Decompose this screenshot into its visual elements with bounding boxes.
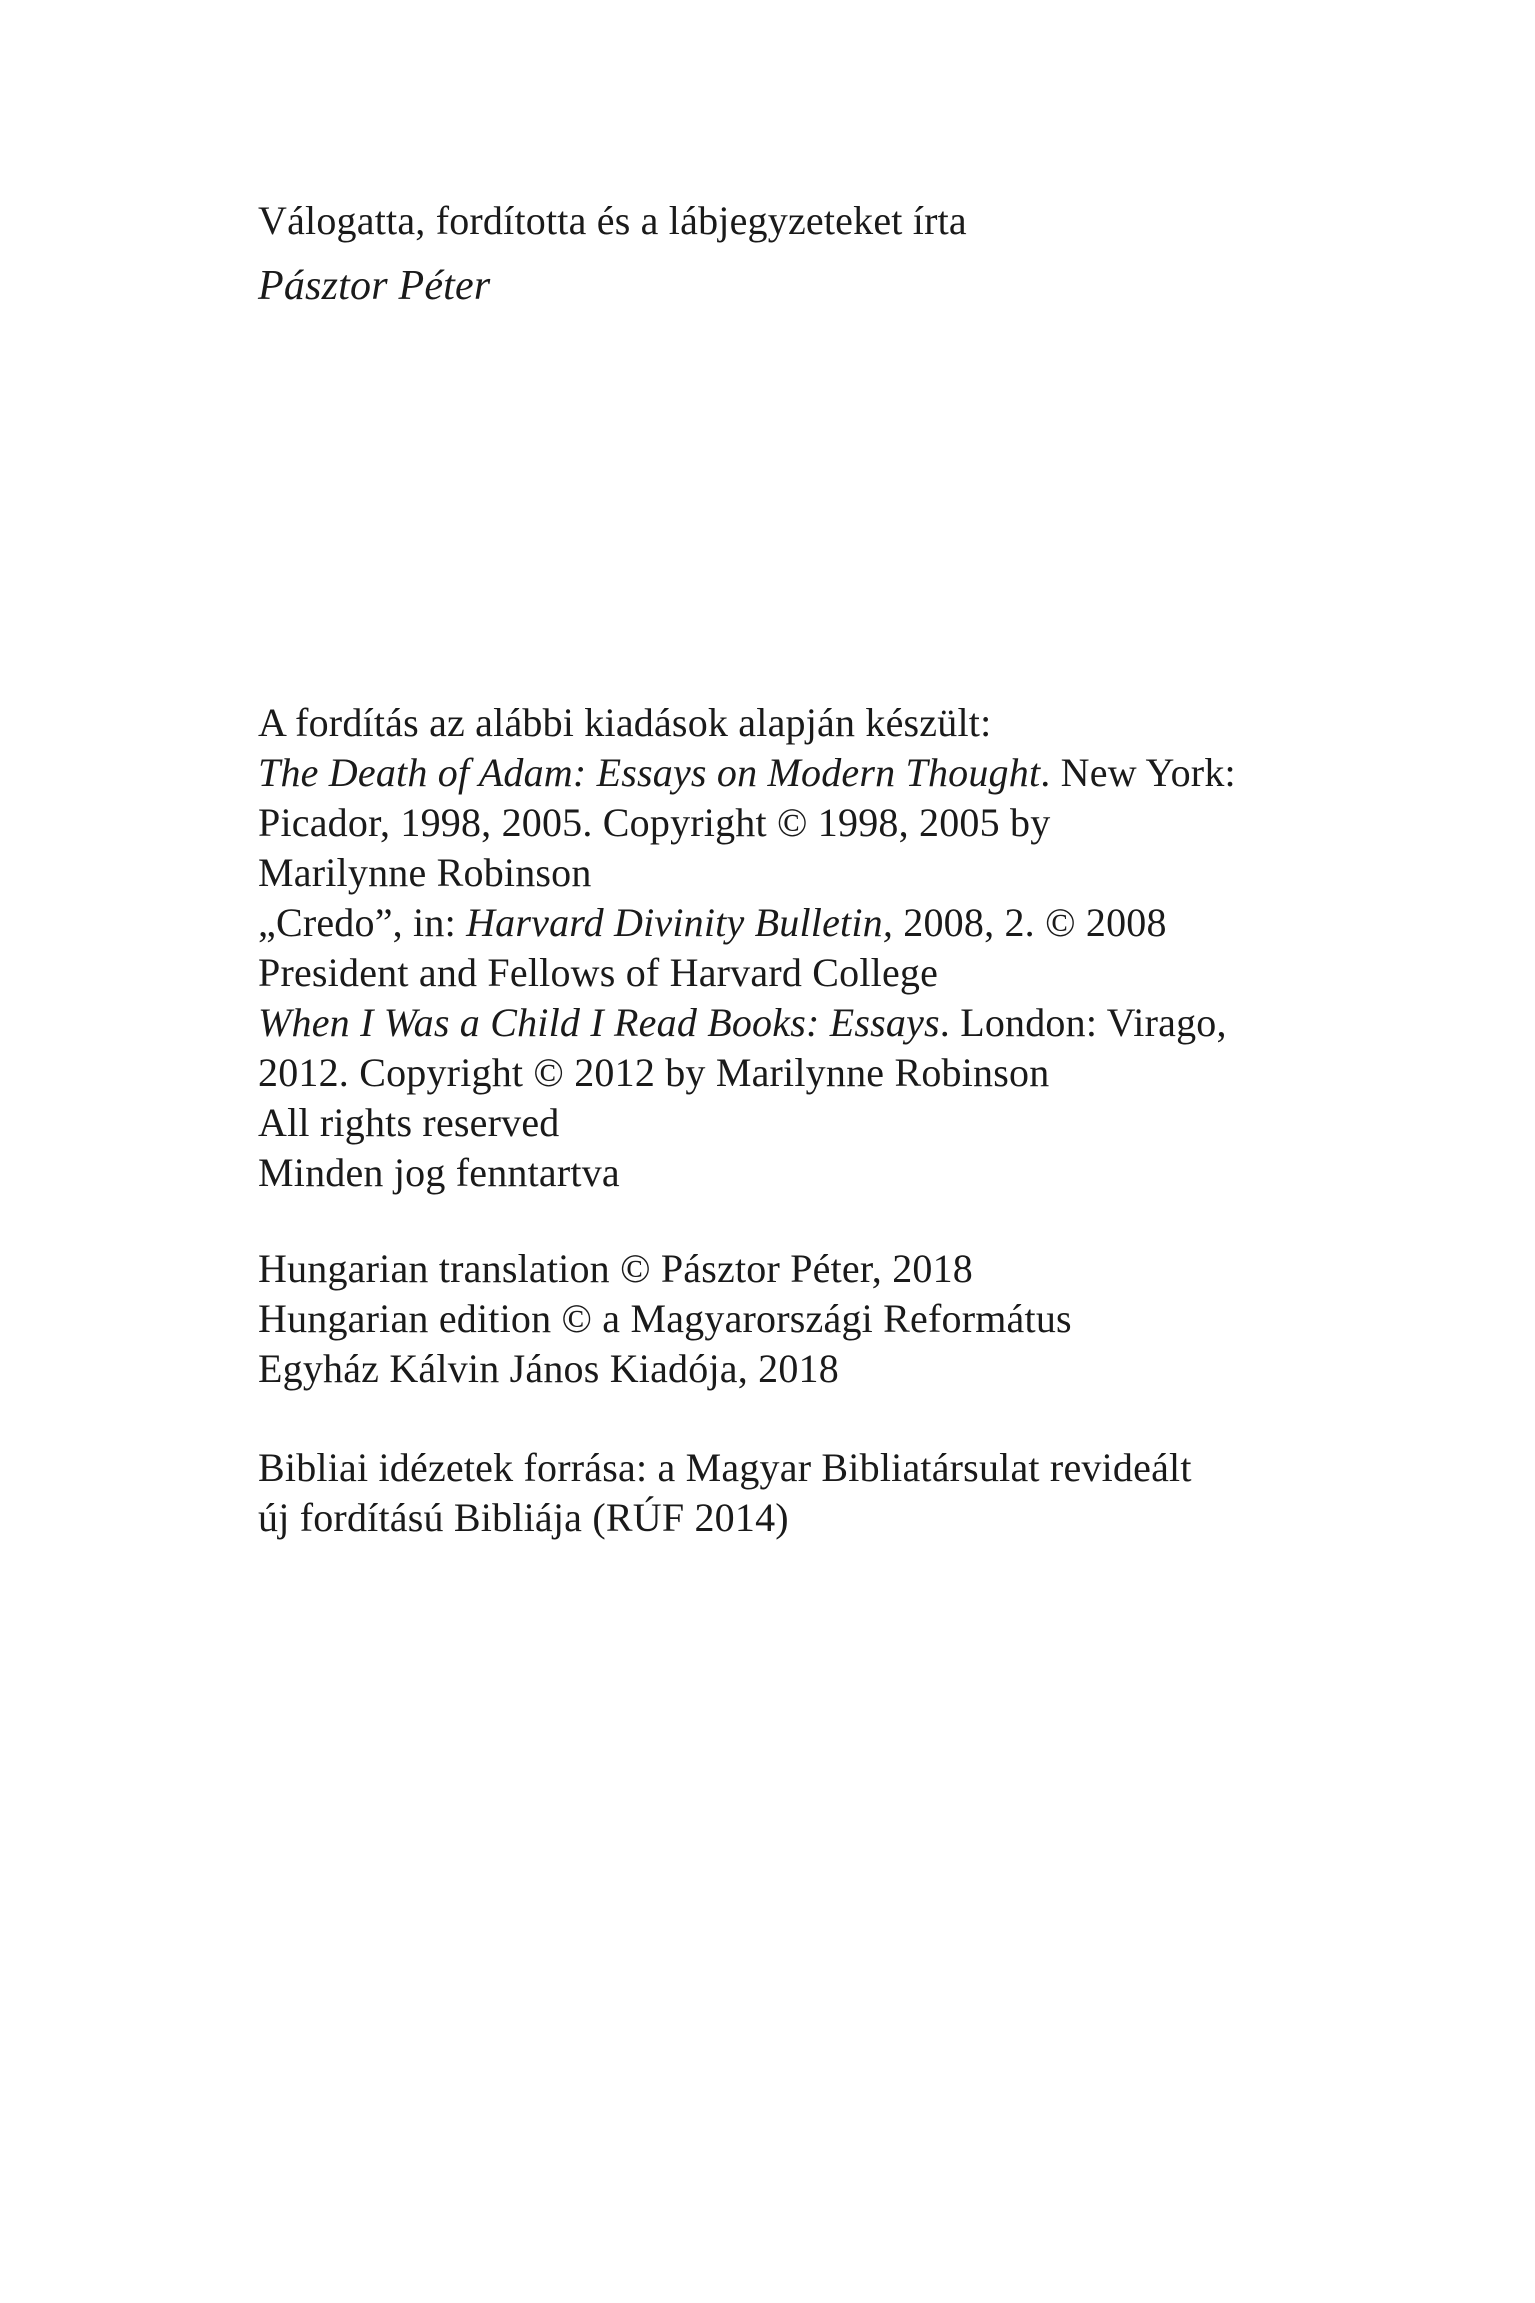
source-credo-line2: President and Fellows of Harvard College: [258, 950, 939, 995]
credo-prefix: „Credo”, in:: [258, 900, 467, 945]
bible-note-line2: új fordítású Bibliája (RÚF 2014): [258, 1495, 789, 1540]
translator-name: Pásztor Péter: [258, 263, 491, 309]
journal-title: Harvard Divinity Bulletin,: [466, 900, 894, 945]
publisher-text: . New York:: [1040, 750, 1236, 795]
translation-rights: [258, 1244, 1338, 1394]
source-death-of-adam: [258, 748, 1338, 798]
sources-intro: A fordítás az alábbi kiadások alapján készült:: [258, 700, 992, 745]
translation-rights-line3: Egyház Kálvin János Kiadója, 2018: [258, 1346, 839, 1391]
translator-credit: [258, 196, 1338, 312]
publisher-text: . London: Virago,: [939, 1000, 1227, 1045]
source-child-books: [258, 998, 1338, 1048]
source-death-of-adam-line2: Picador, 1998, 2005. Copyright © 1998, 2005 by: [258, 800, 1051, 845]
credo-suffix: 2008, 2. © 2008: [893, 900, 1167, 945]
source-editions: [258, 698, 1338, 1198]
rights-hungarian: Minden jog fenntartva: [258, 1150, 620, 1195]
source-child-books-line2: 2012. Copyright © 2012 by Marilynne Robinson: [258, 1050, 1050, 1095]
translation-rights-line2: Hungarian edition © a Magyarországi Református: [258, 1296, 1072, 1341]
translation-rights-line1: Hungarian translation © Pásztor Péter, 2018: [258, 1246, 974, 1291]
source-death-of-adam-line3: Marilynne Robinson: [258, 850, 592, 895]
source-credo: [258, 898, 1338, 948]
rights-english: All rights reserved: [258, 1100, 560, 1145]
book-title: When I Was a Child I Read Books: Essays: [258, 1000, 940, 1045]
credit-line: Válogatta, fordította és a lábjegyzeteket írta: [258, 198, 967, 243]
book-title: The Death of Adam: Essays on Modern Thought: [258, 750, 1041, 795]
bible-note-line1: Bibliai idézetek forrása: a Magyar Bibliatársulat revideált: [258, 1445, 1192, 1490]
bible-note: [258, 1443, 1338, 1543]
